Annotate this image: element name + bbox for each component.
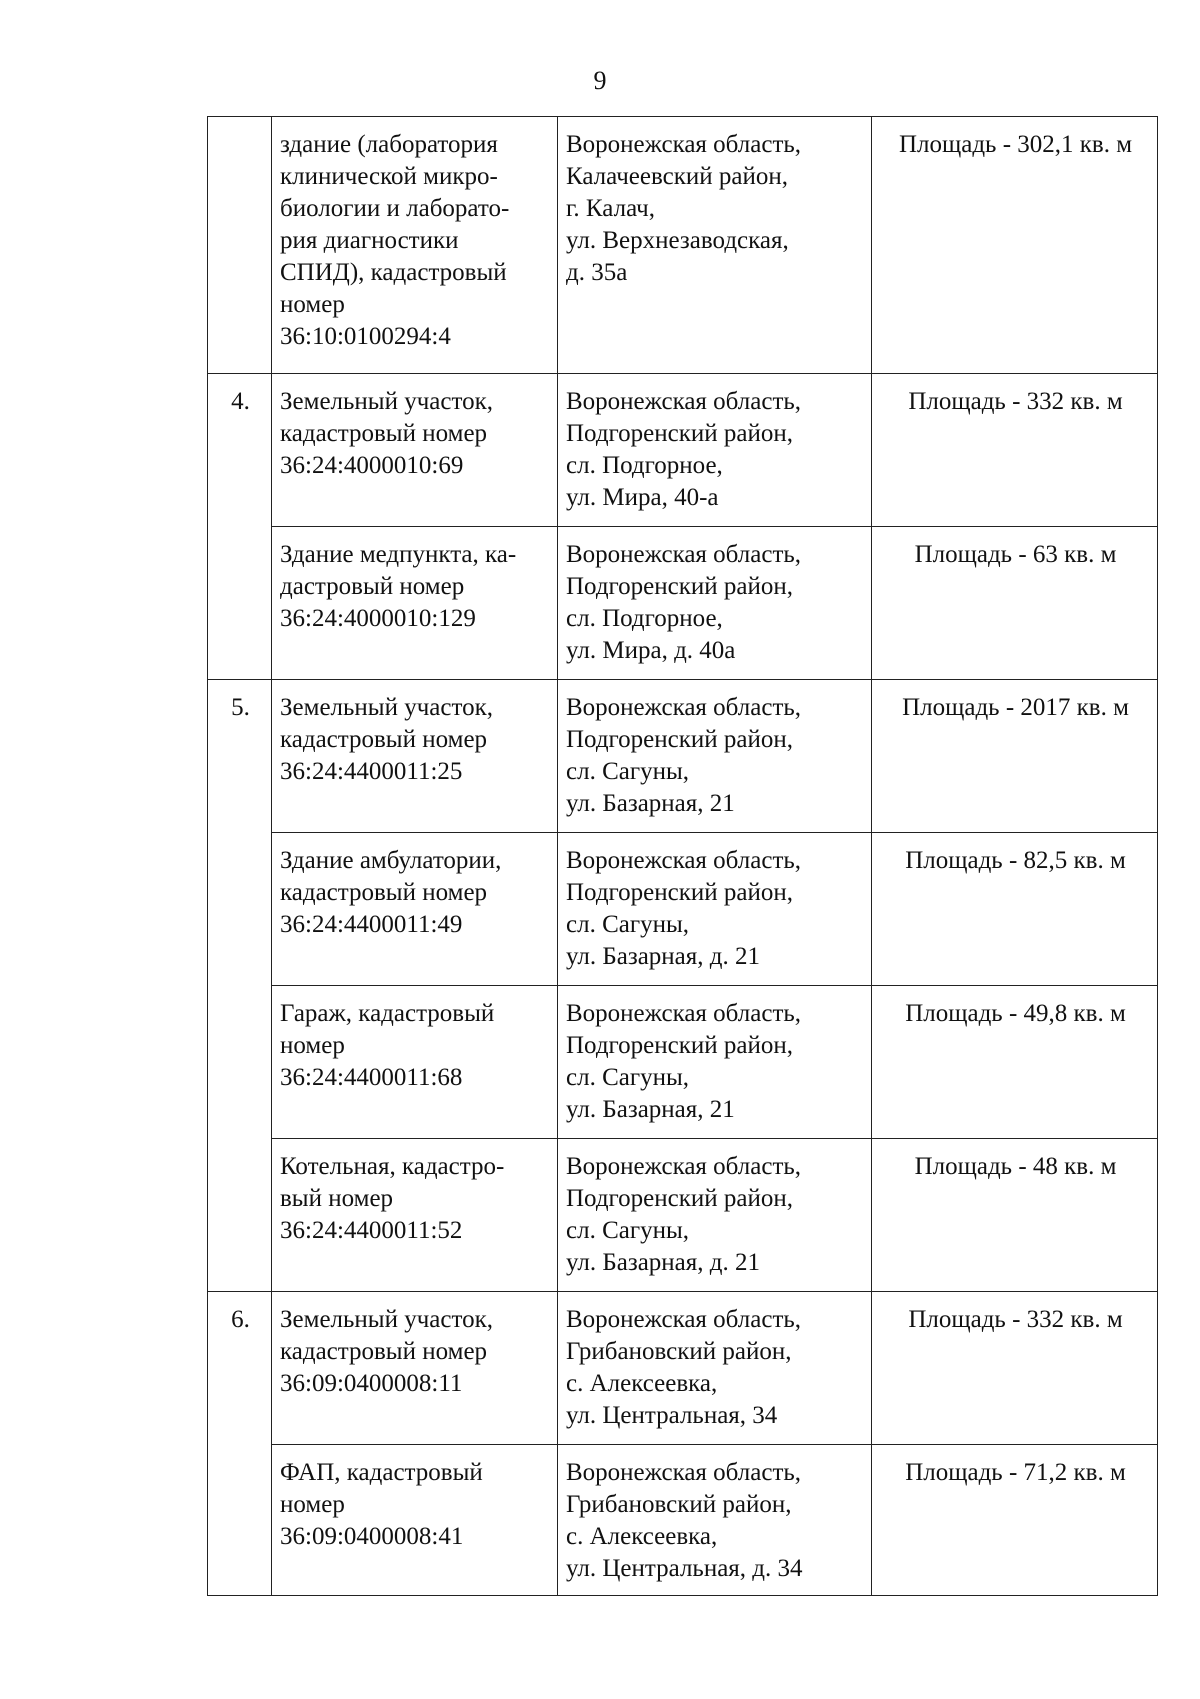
table-row (208, 117, 1158, 374)
table-body (208, 117, 1158, 1596)
object-description-cell-line: Здание амбулатории, (280, 847, 502, 874)
object-description-cell-line: 36:24:4400011:49 (280, 911, 463, 938)
table-row (208, 527, 1158, 680)
object-description-cell-line: Гараж, кадастровый (280, 1000, 495, 1027)
address-cell (558, 117, 872, 374)
address-cell-line: сл. Сагуны, (566, 758, 690, 785)
object-description-cell (272, 117, 558, 374)
address-cell (558, 833, 872, 986)
address-cell-line: ул. Базарная, 21 (566, 1096, 735, 1123)
table-row (208, 1139, 1158, 1292)
address-cell-line: д. 35а (566, 259, 628, 286)
item-number-cell: 5. (208, 680, 272, 1292)
area-cell: Площадь - 71,2 кв. м (872, 1445, 1158, 1596)
object-description-cell-line: номер (280, 291, 345, 318)
address-cell-line: Воронежская область, (566, 1153, 802, 1180)
table-row (208, 1445, 1158, 1596)
object-description-cell-line: Котельная, кадастро- (280, 1153, 505, 1180)
address-cell-line: Воронежская область, (566, 1459, 802, 1486)
address-cell-line: Воронежская область, (566, 847, 802, 874)
area-cell: Площадь - 302,1 кв. м (872, 117, 1158, 374)
object-description-cell-line: Здание медпункта, ка- (280, 541, 517, 568)
object-description-cell-line: 36:24:4000010:129 (280, 605, 476, 632)
object-description-cell-line: кадастровый номер (280, 879, 488, 906)
object-description-cell (272, 527, 558, 680)
table-row (208, 1292, 1158, 1445)
property-table (207, 116, 1158, 1596)
address-cell-line: Воронежская область, (566, 388, 802, 415)
item-number-cell: 6. (208, 1292, 272, 1596)
object-description-cell-line: номер (280, 1032, 345, 1059)
object-description-cell-line: здание (лаборатория (280, 131, 498, 158)
area-cell: Площадь - 332 кв. м (872, 374, 1158, 527)
object-description-cell-line: рия диагностики (280, 227, 459, 254)
address-cell-line: Подгоренский район, (566, 1185, 794, 1212)
address-cell-line: Воронежская область, (566, 131, 802, 158)
address-cell-line: сл. Подгорное, (566, 605, 723, 632)
address-cell-line: Подгоренский район, (566, 573, 794, 600)
object-description-cell-line: биологии и лаборато- (280, 195, 510, 222)
table-row (208, 986, 1158, 1139)
address-cell-line: ул. Базарная, 21 (566, 790, 735, 817)
object-description-cell-line: 36:24:4400011:68 (280, 1064, 463, 1091)
address-cell (558, 527, 872, 680)
object-description-cell-line: 36:09:0400008:41 (280, 1523, 464, 1550)
address-cell-line: Грибановский район, (566, 1491, 792, 1518)
address-cell-line: Подгоренский район, (566, 879, 794, 906)
table-row (208, 833, 1158, 986)
address-cell (558, 986, 872, 1139)
object-description-cell-line: Земельный участок, (280, 1306, 493, 1333)
address-cell-line: Воронежская область, (566, 1306, 802, 1333)
area-cell: Площадь - 49,8 кв. м (872, 986, 1158, 1139)
address-cell-line: ул. Центральная, д. 34 (566, 1555, 803, 1582)
area-cell: Площадь - 332 кв. м (872, 1292, 1158, 1445)
object-description-cell-line: клинической микро- (280, 163, 498, 190)
address-cell-line: сл. Сагуны, (566, 1217, 690, 1244)
area-cell: Площадь - 2017 кв. м (872, 680, 1158, 833)
object-description-cell (272, 1445, 558, 1596)
table-row (208, 374, 1158, 527)
address-cell (558, 1292, 872, 1445)
object-description-cell-line: вый номер (280, 1185, 394, 1212)
address-cell-line: г. Калач, (566, 195, 655, 222)
object-description-cell-line: Земельный участок, (280, 694, 493, 721)
object-description-cell (272, 680, 558, 833)
address-cell-line: ул. Базарная, д. 21 (566, 943, 760, 970)
address-cell (558, 1139, 872, 1292)
object-description-cell-line: кадастровый номер (280, 420, 488, 447)
area-cell: Площадь - 63 кв. м (872, 527, 1158, 680)
address-cell-line: сл. Сагуны, (566, 911, 690, 938)
address-cell-line: с. Алексеевка, (566, 1523, 718, 1550)
address-cell (558, 680, 872, 833)
address-cell-line: ул. Базарная, д. 21 (566, 1249, 760, 1276)
object-description-cell-line: Земельный участок, (280, 388, 493, 415)
object-description-cell (272, 833, 558, 986)
object-description-cell-line: СПИД), кадастровый (280, 259, 507, 286)
address-cell-line: ул. Мира, д. 40а (566, 637, 736, 664)
area-cell: Площадь - 48 кв. м (872, 1139, 1158, 1292)
object-description-cell-line: 36:10:0100294:4 (280, 323, 451, 350)
address-cell-line: Подгоренский район, (566, 1032, 794, 1059)
object-description-cell (272, 1139, 558, 1292)
address-cell-line: с. Алексеевка, (566, 1370, 718, 1397)
address-cell (558, 1445, 872, 1596)
item-number-cell: 4. (208, 374, 272, 680)
address-cell-line: Грибановский район, (566, 1338, 792, 1365)
address-cell-line: Калачеевский район, (566, 163, 789, 190)
address-cell-line: Воронежская область, (566, 694, 802, 721)
address-cell-line: ул. Мира, 40-а (566, 484, 719, 511)
object-description-cell-line: 36:24:4000010:69 (280, 452, 464, 479)
address-cell-line: Подгоренский район, (566, 420, 794, 447)
object-description-cell (272, 986, 558, 1139)
item-number-cell (208, 117, 272, 374)
address-cell-line: Подгоренский район, (566, 726, 794, 753)
table-row (208, 680, 1158, 833)
address-cell-line: ул. Верхнезаводская, (566, 227, 789, 254)
address-cell-line: сл. Подгорное, (566, 452, 723, 479)
object-description-cell-line: 36:24:4400011:52 (280, 1217, 463, 1244)
address-cell (558, 374, 872, 527)
address-cell-line: Воронежская область, (566, 1000, 802, 1027)
address-cell-line: сл. Сагуны, (566, 1064, 690, 1091)
object-description-cell-line: дастровый номер (280, 573, 465, 600)
object-description-cell-line: ФАП, кадастровый (280, 1459, 483, 1486)
object-description-cell (272, 374, 558, 527)
address-cell-line: Воронежская область, (566, 541, 802, 568)
object-description-cell-line: кадастровый номер (280, 1338, 488, 1365)
area-cell: Площадь - 82,5 кв. м (872, 833, 1158, 986)
object-description-cell-line: кадастровый номер (280, 726, 488, 753)
address-cell-line: ул. Центральная, 34 (566, 1402, 778, 1429)
page-number: 9 (593, 66, 607, 95)
object-description-cell-line: 36:24:4400011:25 (280, 758, 463, 785)
object-description-cell (272, 1292, 558, 1445)
object-description-cell-line: 36:09:0400008:11 (280, 1370, 463, 1397)
object-description-cell-line: номер (280, 1491, 345, 1518)
